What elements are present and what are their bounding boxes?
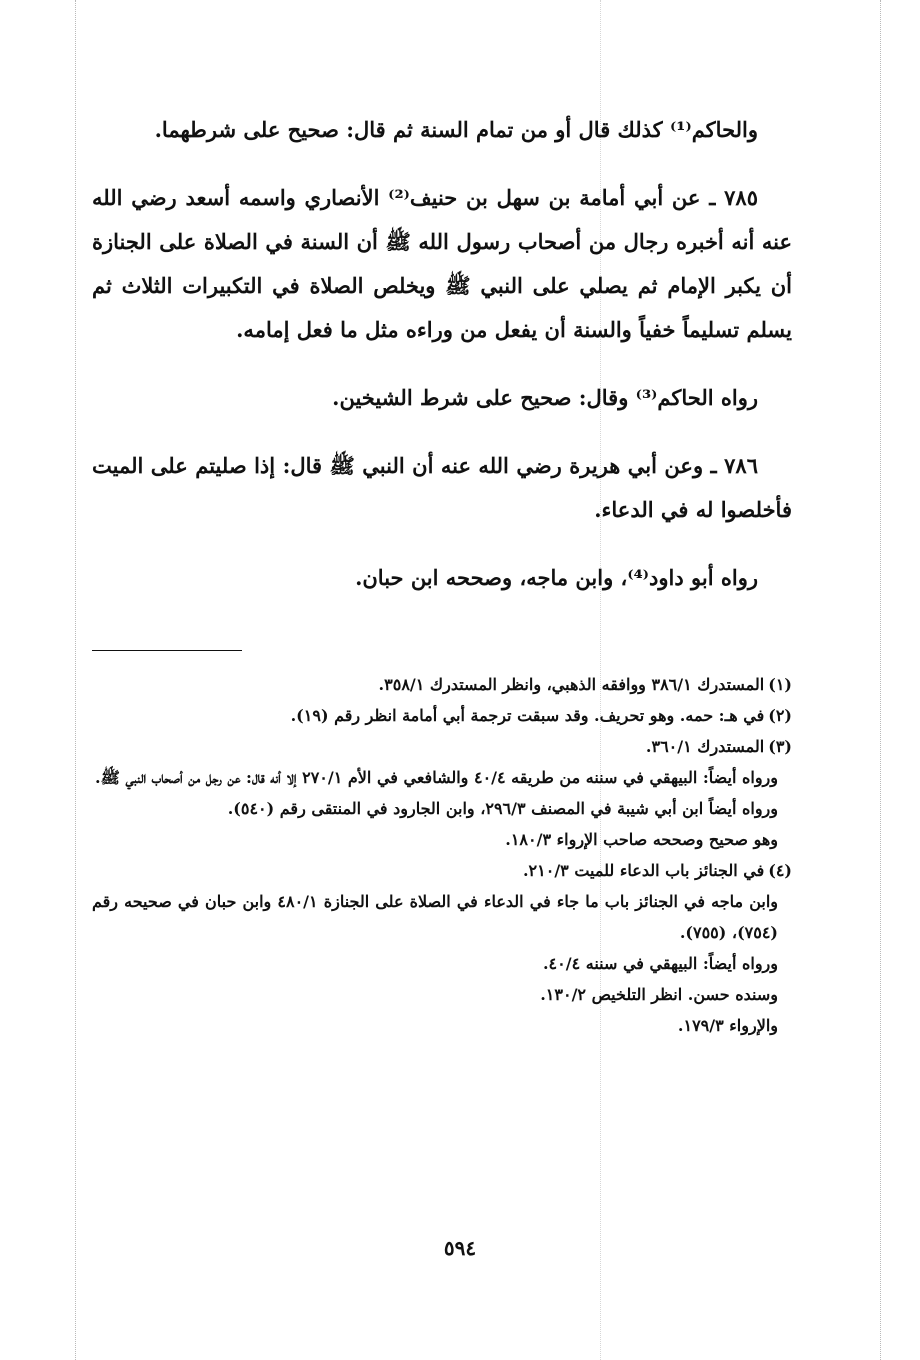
main-text [92,108,792,600]
footnote-text: المستدرك ٣٦٠/١. [645,737,765,756]
footnote-number: (٤) [768,861,792,880]
footnote-4 [92,855,792,886]
footnote-2 [92,700,792,731]
footnote-4-continuation: ورواه أيضاً: البيهقي في سننه ٤٠/٤. [542,954,778,973]
scan-margin-line-right [880,0,881,1360]
page-content [92,108,792,1041]
footnote-number: (٢) [768,706,792,725]
page-number: ٥٩٤ [443,1236,477,1260]
footnote-text: في الجنائز باب الدعاء للميت ٢١٠/٣. [522,861,765,880]
footnote-separator [92,650,242,651]
footnote-text: المستدرك ٣٨٦/١ ووافقه الذهبي، وانظر المستدرك ٣٥٨/١. [378,675,765,694]
hadith-786: ٧٨٦ ـ وعن أبي هريرة رضي الله عنه أن النبي ﷺ قال: إذا صليتم على الميت فأخلصوا له في الدعاء. [92,453,792,522]
paragraph-1: والحاكم⁽¹⁾ كذلك قال أو من تمام السنة ثم قال: صحيح على شرطهما. [154,117,758,142]
footnote-3-continuation: وهو صحيح وصححه صاحب الإرواء ١٨٠/٣. [505,830,778,849]
footnote-3 [92,731,792,762]
footnote-4-continuation: وسنده حسن. انظر التلخيص ١٣٠/٢. [540,985,778,1004]
hadith-785-source: رواه الحاكم⁽³⁾ وقال: صحيح على شرط الشيخين. [332,385,758,410]
footnote-1 [92,669,792,700]
footnotes [92,669,792,1041]
hadith-785: ٧٨٥ ـ عن أبي أمامة بن سهل بن حنيف⁽²⁾ الأنصاري واسمه أسعد رضي الله عنه أنه أخبره رجال من أصحاب رسول الله ﷺ أن السنة في الصلاة على الجنازة أن يكبر الإمام ثم يصلي على النبي ﷺ ويخلص الصلاة في التكبيرات الثلاث ثم يسلم تسليماً خفياً والسنة أن يفعل من وراءه مثل ما فعل إمامه. [92,185,792,342]
footnote-3-continuation: ورواه أيضاً: البيهقي في سننه من طريقه ٤٠/٤ والشافعي في الأم ٢٧٠/١ إلا أنه قال: عن رجل من أصحاب النبي ﷺ. [95,768,778,787]
hadith-786-source: رواه أبو داود⁽⁴⁾، وابن ماجه، وصححه ابن حبان. [355,565,758,590]
footnote-4-continuation: والإرواء ١٧٩/٣. [677,1016,778,1035]
footnote-3-continuation: ورواه أيضاً ابن أبي شيبة في المصنف ٢٩٦/٣، وابن الجارود في المنتقى رقم (٥٤٠). [227,799,778,818]
scan-margin-line-left [75,0,76,1360]
footnote-text: في هـ: حمه. وهو تحريف. وقد سبقت ترجمة أبي أمامة انظر رقم (١٩). [290,706,765,725]
footnote-number: (١) [768,675,792,694]
footnote-4-continuation: وابن ماجه في الجنائز باب ما جاء في الدعاء في الصلاة على الجنازة ٤٨٠/١ وابن حبان في صحيحه رقم (٧٥٤)، (٧٥٥). [92,892,778,942]
footnote-number: (٣) [768,737,792,756]
